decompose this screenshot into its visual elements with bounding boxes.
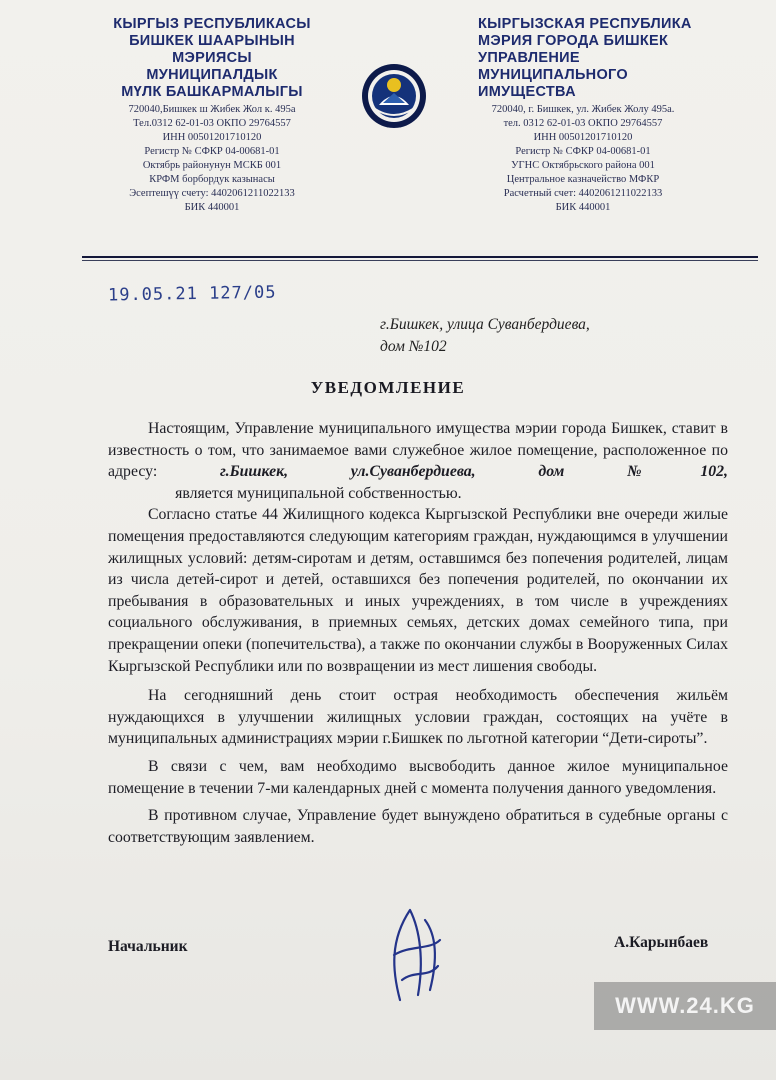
handwritten-signature [380,900,450,1010]
address-line-2: дом №102 [380,338,447,355]
handwritten-registration-number: 19.05.21 127/05 [107,282,277,306]
signatory-position: Начальник [108,938,188,955]
header-left [82,16,342,215]
paragraph-4: В связи с чем, вам необходимо высвободить данное жилое муниципальное помещение в течении 7-ми календарных дней с момента получения данного уведомления. [108,757,728,797]
document-body [108,418,728,848]
header-divider [82,256,758,258]
org-name-russian: КЫРГЫЗСКАЯ РЕСПУБЛИКА МЭРИЯ ГОРОДА БИШКЕК УПРАВЛЕНИЕ МУНИЦИПАЛЬНОГО ИМУЩЕСТВА [478,16,692,100]
state-emblem-icon [361,63,427,129]
requisites-kyrgyz: 720040,Бишкек ш Жибек Жол к. 495а Тел.0312 62-01-03 ОКПО 29764557 ИНН 00501201710120 Регистр № СФКР 04-00681-01 Октябрь районунун МСКБ 001 КРФМ борбордук казынасы Эсептешүү счету: 4402061211022133 БИК 440001 [128,104,296,213]
address-line-1: г.Бишкек, улица Суванбердиева, [380,316,590,333]
watermark: WWW.24.KG [594,982,776,1030]
recipient-address [380,314,710,358]
document-title: УВЕДОМЛЕНИЕ [310,378,466,397]
header-divider-thin [82,260,758,261]
signatory-name: А.Карынбаев [614,934,709,951]
header-right [448,16,718,215]
paragraph-5: В противном случае, Управление будет вынуждено обратиться в судебные органы с соответствующим заявлением. [108,807,728,846]
paragraph-1: Настоящим, Управление муниципального имущества мэрии города Бишкек, ставит в известность о том, что занимаемое вами служебное жилое помещение, расположенное по адресу: г.Бишкек, ул.Суванбердиева, дом №102, является муниципальной собственностью. [108,420,729,502]
paragraph-2: Согласно статье 44 Жилищного кодекса Кыргызской Республики вне очереди жилые помещения предоставляются следующим категориям граждан, нуждающимся в улучшении жилищных условий: детям-сиротам и детям, оставшимся без попечения родителей, лицам из числа детей-сирот и детей, оставшихся без попечения родителей, по окончании их пребывания в образовательных и иных учреждениях, в том числе в учреждениях социального обслуживания, в приемных семьях, детских домах семейного типа, при прекращении опеки (попечительства), а также по окончании службы в Вооруженных Силах Кыргызской Республики или по возвращении из мест лишения свободы. [108,506,728,675]
address-emphasis: г.Бишкек, ул.Суванбердиева, дом №102, [220,463,729,481]
requisites-russian: 720040, г. Бишкек, ул. Жибек Жолу 495а. тел. 0312 62-01-03 ОКПО 29764557 ИНН 00501201710120 Регистр № СФКР 04-00681-01 УГНС Октябрьского района 001 Центральное казначейство МФКР Расчетный счет: 4402061211022133 БИК 440001 [491,104,675,213]
paragraph-3: На сегодняшний день стоит острая необходимость обеспечения жильём нуждающихся в улучшении жилищных условии граждан, состоящих на учёте в муниципальных администрациях мэрии г.Бишкек по льготной категории “Дети-сироты”. [108,687,728,748]
org-name-kyrgyz: КЫРГЫЗ РЕСПУБЛИКАСЫ БИШКЕК ШААРЫНЫН МЭРИЯСЫ МУНИЦИПАЛДЫК МҮЛК БАШКАРМАЛЫГЫ [113,16,311,100]
